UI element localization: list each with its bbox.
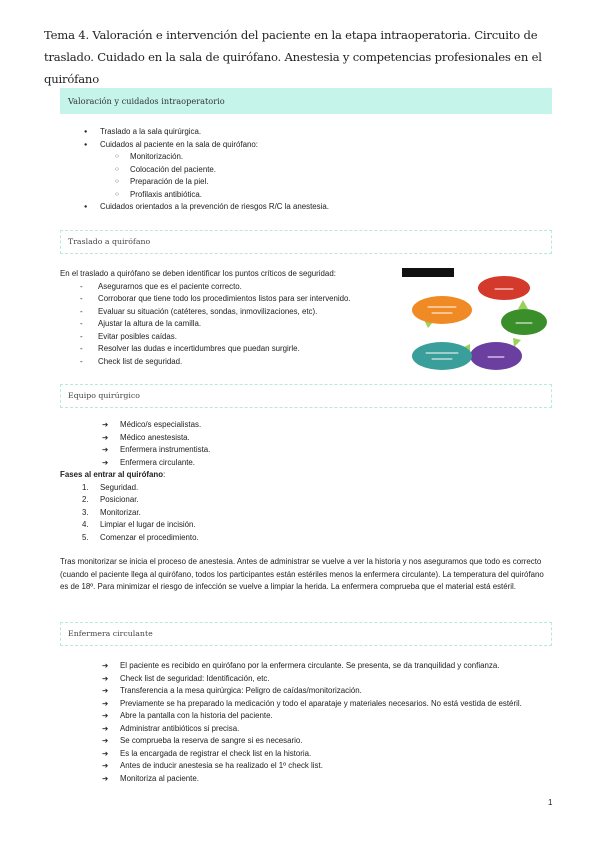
section-heading-traslado: Traslado a quirófano: [60, 230, 552, 254]
list-number: 5.: [82, 532, 89, 542]
section-heading-enfermera: Enfermera circulante: [60, 622, 552, 646]
list-item: ➔ Abre la pantalla con la historia del paciente.: [82, 710, 552, 723]
list-item: ➔ Previamente se ha preparado la medicación y todo el aparataje y materiales necesarios. No está vestida de estéril.: [82, 698, 552, 711]
section1-list: [60, 126, 550, 214]
page-title: Tema 4. Valoración e intervención del paciente en la etapa intraoperatoria. Circuito de traslado. Cuidado en la sala de quirófano. Anestesia y competencias profesionales en el quirófano: [44, 28, 542, 86]
list-item: ➔ El paciente es recibido en quirófano por la enfermera circulante. Se presenta, se da tranquilidad y confianza.: [82, 660, 552, 673]
cycle-arrow: [518, 300, 528, 309]
section-banner: Valoración y cuidados intraoperatorio: [60, 88, 552, 114]
diagram-label-box: [402, 268, 454, 277]
section3-paragraph: Tras monitorizar se inicia el proceso de anestesia. Antes de administrar se vuelve a ver la historia y nos aseguramos que todo es correcto (cuando el paciente llega al quirófano, todos los participantes están estériles menos la enfermera circulante). La temperatura del quirófano es de 18º. Para minimizar el riesgo de infección se vuelve a limpiar la herida. La enfermera comprueba que el material está estéril.: [60, 557, 544, 591]
list-item: ➔ Antes de inducir anestesia se ha realizado el 1º check list.: [82, 760, 552, 773]
list-item: ➔ Se comprueba la reserva de sangre si es necesario.: [82, 735, 552, 748]
cycle-node-red: [478, 276, 530, 300]
list-item: - Evaluar su situación (catéteres, sondas, inmovilizaciones, etc).: [60, 306, 400, 319]
list-item: ➔ Transferencia a la mesa quirúrgica: Peligro de caídas/monitorización.: [82, 685, 552, 698]
list-item: - Corroborar que tiene todo los procedimientos listos para ser intervenido.: [60, 293, 400, 306]
list-item-text: Limpiar el lugar de incisión.: [100, 520, 196, 529]
list-item: ➔ Médico anestesista.: [82, 432, 552, 445]
list-item: - Resolver las dudas e incertidumbres que puedan surgirle.: [60, 343, 400, 356]
list-item: ● Traslado a la sala quirúrgica.: [60, 126, 550, 139]
list-number: 1.: [82, 482, 89, 492]
section2-intro: En el traslado a quirófano se deben identificar los puntos críticos de seguridad:: [60, 269, 336, 278]
phases-heading-colon: :: [163, 470, 166, 479]
cycle-node-green: [501, 309, 547, 335]
list-item: ○ Preparación de la piel.: [60, 176, 550, 189]
list-item: - Check list de seguridad.: [60, 356, 400, 369]
phases-heading-text: Fases al entrar al quirófano: [60, 470, 164, 479]
list-item: ○ Colocación del paciente.: [60, 164, 550, 177]
cycle-node-purple: [470, 342, 522, 370]
cycle-arrow: [513, 338, 521, 347]
cycle-node-teal: [412, 342, 472, 370]
page-number: 1: [548, 798, 553, 807]
list-item: [60, 532, 552, 545]
list-item: [60, 494, 552, 507]
list-item: ➔ Administrar antibióticos si precisa.: [82, 723, 552, 736]
cycle-diagram: [400, 264, 552, 372]
section2-content: [60, 268, 400, 368]
list-item: ○ Profilaxis antibiótica.: [60, 189, 550, 202]
list-item: ● Cuidados orientados a la prevención de riesgos R/C la anestesia.: [60, 201, 550, 214]
list-item: ➔ Enfermera circulante.: [82, 457, 552, 470]
list-item: [60, 507, 552, 520]
list-number: 2.: [82, 495, 89, 504]
phases-heading: [60, 469, 552, 482]
list-item: ➔ Médico/s especialistas.: [82, 419, 552, 432]
list-number: 4.: [82, 520, 89, 529]
list-item: ➔ Check list de seguridad: Identificación, etc.: [82, 673, 552, 686]
list-item-text: Seguridad.: [100, 482, 139, 492]
section3-content: [60, 419, 552, 594]
list-item-text: Posicionar.: [100, 495, 139, 504]
list-item-text: Monitorizar.: [100, 507, 141, 517]
section-heading-equipo: Equipo quirúrgico: [60, 384, 552, 408]
list-item: [60, 519, 552, 532]
list-item-text: Comenzar el procedimiento.: [100, 532, 199, 542]
cycle-node-orange: [412, 296, 472, 324]
list-item: ➔ Monitoriza al paciente.: [82, 773, 552, 786]
list-item: ➔ Enfermera instrumentista.: [82, 444, 552, 457]
list-item: ○ Monitorización.: [60, 151, 550, 164]
section4-content: [60, 660, 552, 785]
list-number: 3.: [82, 507, 89, 517]
list-item: ● Cuidados al paciente en la sala de quirófano:: [60, 139, 550, 152]
list-item: [60, 482, 552, 495]
list-item: ➔ Es la encargada de registrar el check list en la historia.: [82, 748, 552, 761]
list-item: - Evitar posibles caídas.: [60, 331, 400, 344]
list-item: - Ajustar la altura de la camilla.: [60, 318, 400, 331]
list-item: - Asegurarnos que es el paciente correcto.: [60, 281, 400, 294]
